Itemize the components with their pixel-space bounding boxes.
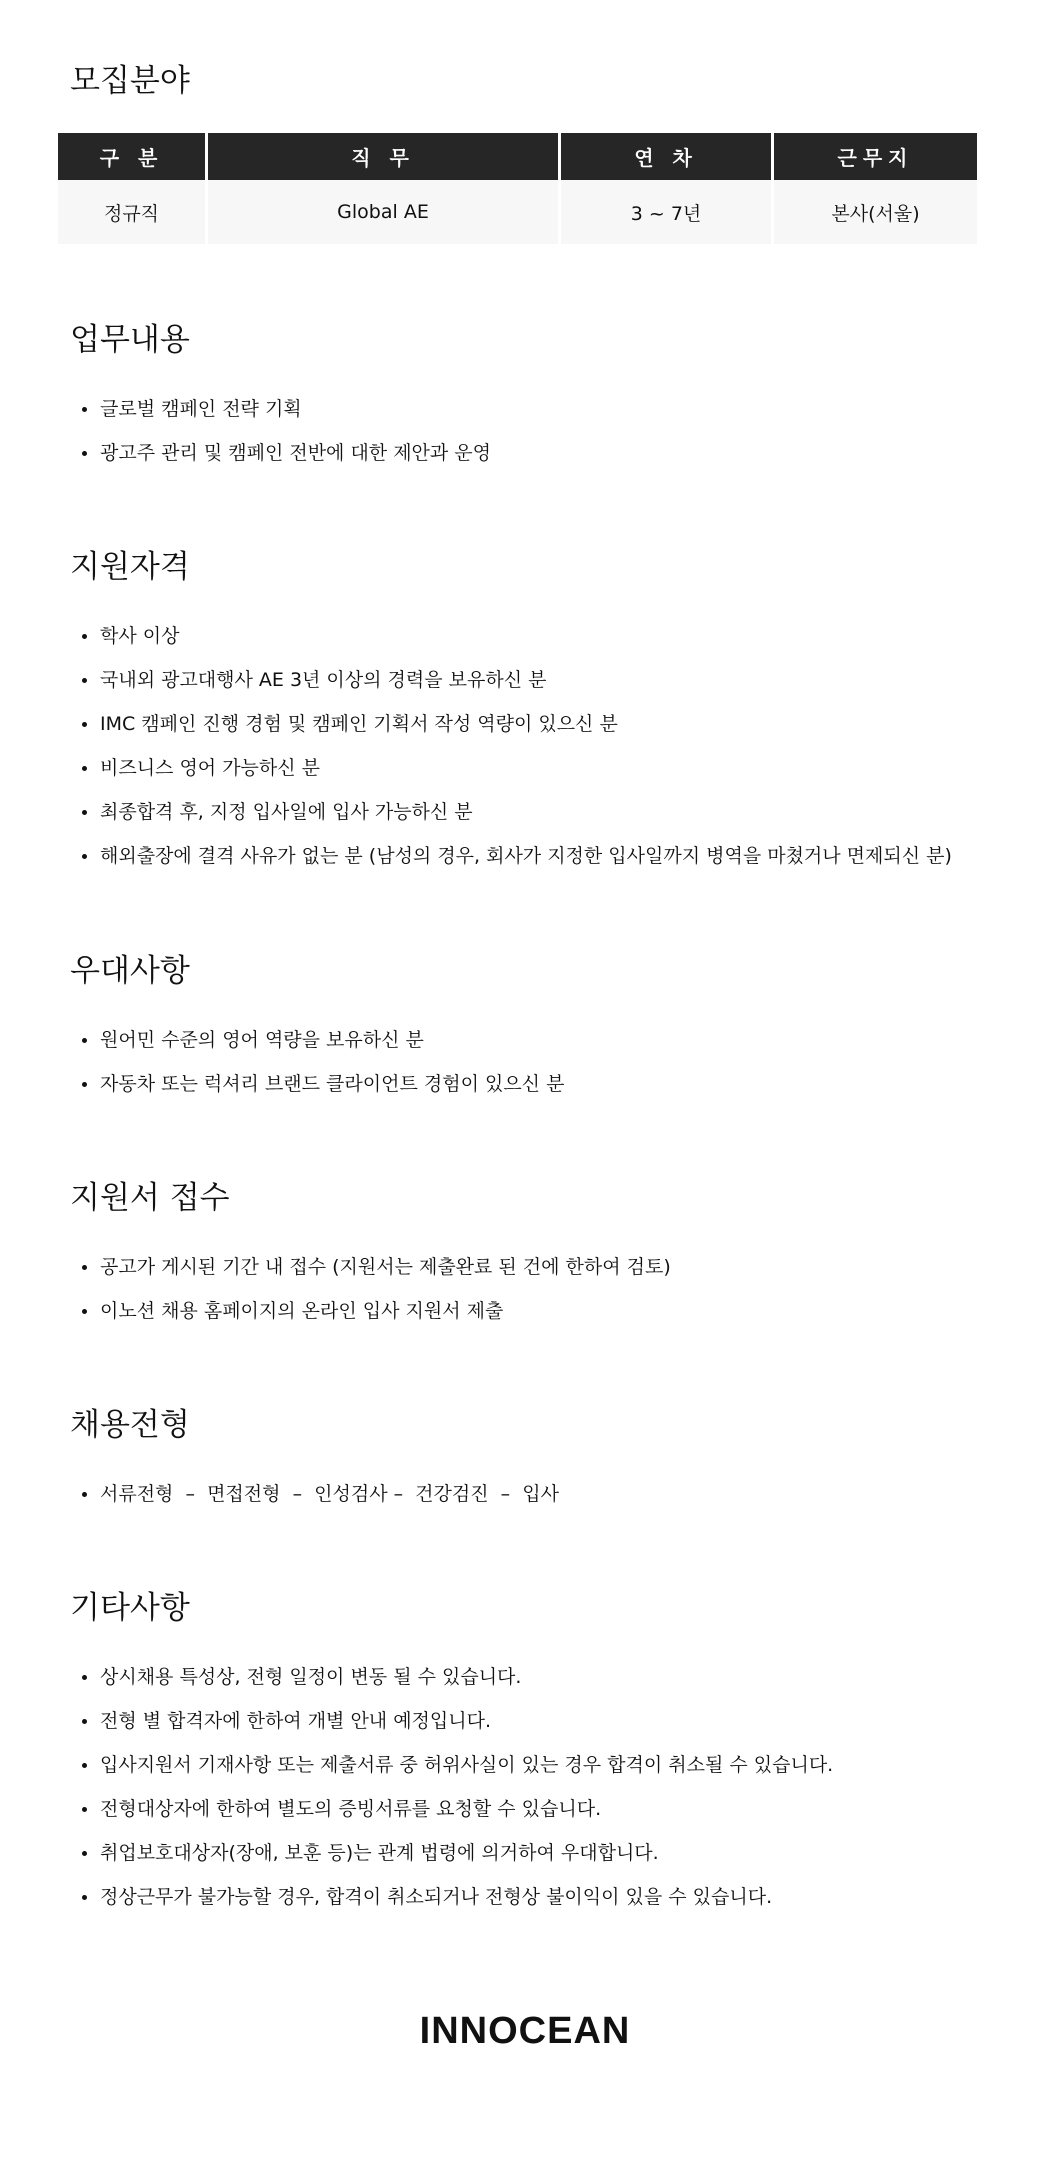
table-header-cell-experience: 연 차 [561,133,774,180]
section-title-duties: 업무내용 [70,322,190,358]
table-cell-role: Global AE [208,180,561,244]
list-item: 해외출장에 결격 사유가 없는 분 (남성의 경우, 회사가 지정한 입사일까지 병역을 마쳤거나 면제되신 분) [80,841,952,885]
table-cell-location: 본사(서울) [774,180,977,244]
list-item: 공고가 게시된 기간 내 접수 (지원서는 제출완료 된 건에 한하여 검토) [80,1252,671,1296]
list-item: 광고주 관리 및 캠페인 전반에 대한 제안과 운영 [80,438,491,482]
list-item: 이노션 채용 홈페이지의 온라인 입사 지원서 제출 [80,1296,671,1340]
list-item: 자동차 또는 럭셔리 브랜드 클라이언트 경험이 있으신 분 [80,1069,564,1113]
table-header-cell-role: 직 무 [208,133,561,180]
table-row [58,180,977,244]
etc-list [80,1662,833,1926]
list-item: 상시채용 특성상, 전형 일정이 변동 될 수 있습니다. [80,1662,833,1706]
list-item: 비즈니스 영어 가능하신 분 [80,753,952,797]
preferred-list [80,1025,564,1113]
qualifications-list [80,621,952,885]
list-item: 정상근무가 불가능할 경우, 합격이 취소되거나 전형상 불이익이 있을 수 있습니다. [80,1882,833,1926]
list-item: 서류전형 – 면접전형 – 인성검사 – 건강검진 – 입사 [80,1479,559,1523]
list-item: 전형 별 합격자에 한하여 개별 안내 예정입니다. [80,1706,833,1750]
table-header-cell-location: 근무지 [774,133,977,180]
list-item: 전형대상자에 한하여 별도의 증빙서류를 요청할 수 있습니다. [80,1794,833,1838]
list-item: 원어민 수준의 영어 역량을 보유하신 분 [80,1025,564,1069]
list-item: 국내외 광고대행사 AE 3년 이상의 경력을 보유하신 분 [80,665,952,709]
section-title-preferred: 우대사항 [70,953,190,989]
list-item: 글로벌 캠페인 전략 기획 [80,394,491,438]
table-cell-experience: 3 ~ 7년 [561,180,774,244]
duties-list [80,394,491,482]
table-header-row [58,133,977,180]
list-item: IMC 캠페인 진행 경험 및 캠페인 기획서 작성 역량이 있으신 분 [80,709,952,753]
section-title-recruit-field: 모집분야 [70,63,190,99]
recruit-field-table [58,133,977,244]
table-cell-type: 정규직 [58,180,208,244]
section-title-etc: 기타사항 [70,1590,190,1626]
list-item: 최종합격 후, 지정 입사일에 입사 가능하신 분 [80,797,952,841]
list-item: 취업보호대상자(장애, 보훈 등)는 관계 법령에 의거하여 우대합니다. [80,1838,833,1882]
section-title-process: 채용전형 [70,1407,190,1443]
application-list [80,1252,671,1340]
list-item: 학사 이상 [80,621,952,665]
section-title-application: 지원서 접수 [70,1180,230,1216]
list-item: 입사지원서 기재사항 또는 제출서류 중 허위사실이 있는 경우 합격이 취소될 수 있습니다. [80,1750,833,1794]
process-list [80,1479,559,1523]
table-header-cell-type: 구 분 [58,133,208,180]
section-title-qualifications: 지원자격 [70,549,190,585]
innocean-logo: INNOCEAN [419,2010,631,2052]
